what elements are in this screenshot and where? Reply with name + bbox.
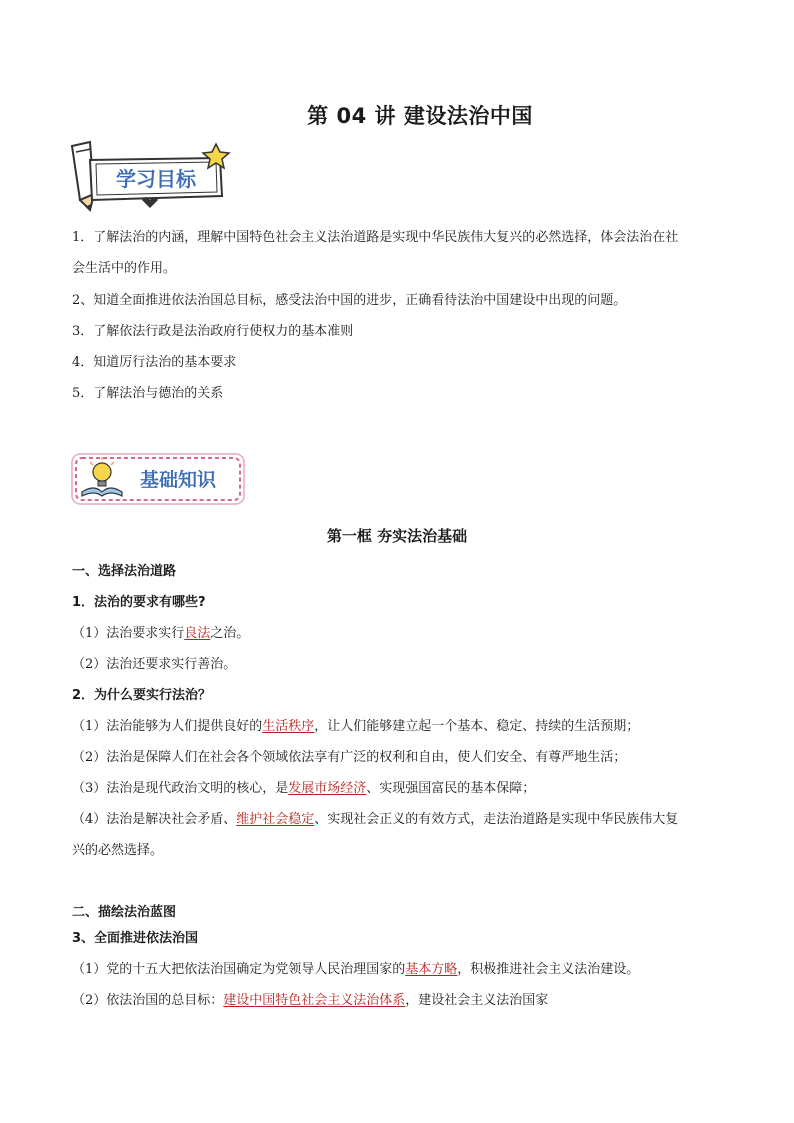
- answer-2-1: [72, 718, 639, 736]
- answer-1-2: （2）法治还要求实行善治。: [72, 657, 237, 672]
- answer-3-2-highlight: 建设中国特色社会主义法治体系: [223, 993, 406, 1008]
- answer-3-2: [72, 992, 548, 1010]
- answer-2-4-text-end: 、实现社会正义的有效方式，走法治道路是实现中华民族伟大复: [314, 812, 679, 827]
- section-title: 第一框 夯实法治基础: [326, 527, 468, 545]
- goal-line-1: 1．了解法治的内涵，理解中国特色社会主义法治道路是实现中华民族伟大复兴的必然选择，体会法治在社: [72, 230, 679, 245]
- answer-2-1-highlight: 生活秩序: [262, 719, 315, 734]
- answer-3-2-text-end: ，建设社会主义法治国家: [405, 993, 549, 1008]
- question-3: 3、全面推进依法治国: [72, 931, 199, 946]
- answer-1-1-text: （1）法治要求实行: [72, 626, 185, 641]
- goal-line-3: 3．了解依法行政是法治政府行使权力的基本准则: [72, 324, 354, 339]
- answer-2-4-text: （4）法治是解决社会矛盾、: [72, 812, 237, 827]
- answer-3-1: [72, 961, 639, 979]
- answer-2-2: （2）法治是保障人们在社会各个领域依法享有广泛的权利和自由，使人们安全、有尊严地生活；: [72, 750, 627, 765]
- answer-2-3-highlight: 发展市场经济: [288, 781, 367, 796]
- answer-1-1: [72, 625, 249, 643]
- basics-banner: [70, 452, 246, 506]
- answer-3-1-highlight: 基本方略: [405, 962, 458, 977]
- goals-banner-label: 学习目标: [116, 167, 196, 191]
- answer-3-1-text-end: ，积极推进社会主义法治建设。: [457, 962, 640, 977]
- answer-2-4-highlight: 维护社会稳定: [236, 812, 315, 827]
- answer-2-3-text-end: 、实现强国富民的基本保障；: [366, 781, 536, 796]
- answer-2-3-text: （3）法治是现代政治文明的核心，是: [72, 781, 289, 796]
- answer-2-4-cont: 兴的必然选择。: [72, 843, 164, 858]
- answer-2-1-text: （1）法治能够为人们提供良好的: [72, 719, 263, 734]
- answer-3-2-text: （2）依法治国的总目标：: [72, 993, 224, 1008]
- answer-2-1-text-end: ，让人们能够建立起一个基本、稳定、持续的生活预期；: [314, 719, 640, 734]
- goal-line-5: 5．了解法治与德治的关系: [72, 386, 224, 401]
- goal-line-2: 2、知道全面推进依法治国总目标，感受法治中国的进步，正确看待法治中国建设中出现的问题。: [72, 293, 627, 308]
- question-1: 1．法治的要求有哪些?: [72, 595, 206, 610]
- heading-1: 一、选择法治道路: [72, 564, 177, 579]
- answer-1-1-text-end: 之治。: [210, 626, 250, 641]
- answer-1-1-highlight: 良法: [184, 626, 211, 641]
- answer-3-1-text: （1）党的十五大把依法治国确定为党领导人民治理国家的: [72, 962, 406, 977]
- goal-line-4: 4．知道厉行法治的基本要求: [72, 355, 237, 370]
- goals-banner: [66, 140, 236, 212]
- answer-2-3: [72, 780, 535, 798]
- page-title: 第 04 讲 建设法治中国: [307, 104, 533, 128]
- goal-line-1b: 会生活中的作用。: [72, 261, 177, 276]
- basics-banner-label: 基础知识: [139, 469, 217, 491]
- heading-2: 二、描绘法治蓝图: [72, 905, 177, 920]
- answer-2-4: [72, 811, 678, 829]
- question-2: 2．为什么要实行法治？: [72, 688, 212, 703]
